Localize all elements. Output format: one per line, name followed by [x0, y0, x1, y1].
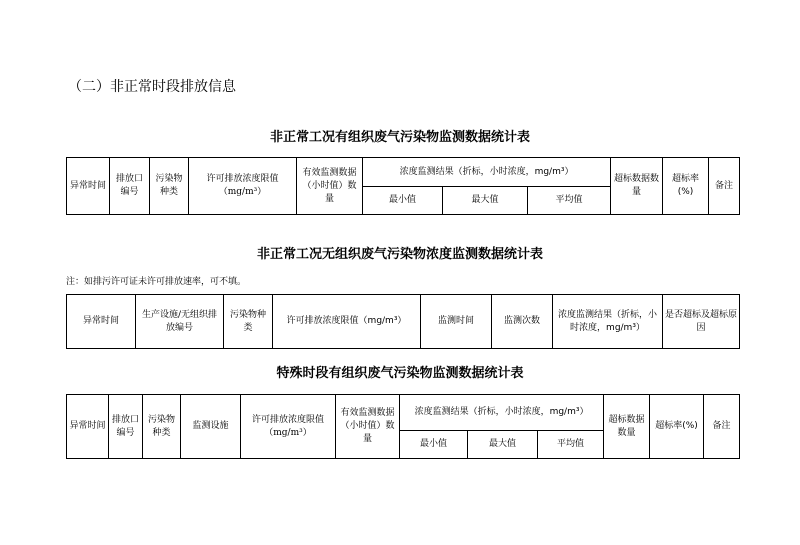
table3-title: 特殊时段有组织废气污染物监测数据统计表	[276, 366, 524, 381]
t3-header-facility: 监测设施	[181, 395, 241, 459]
t1-header-count: 有效监测数据（小时值）数量	[297, 158, 363, 215]
t3-header-result: 浓度监测结果（折标，小时浓度，mg/m³）	[400, 395, 604, 431]
t1-header-outlet: 排放口编号	[110, 158, 150, 215]
t2-header-facility: 生产设施/无组织排放编号	[136, 295, 224, 349]
table3	[66, 394, 740, 459]
t1-header-exceed-count: 超标数据数量	[611, 158, 663, 215]
t3-header-avg: 平均值	[538, 431, 604, 459]
t1-header-result: 浓度监测结果（折标，小时浓度，mg/m³）	[363, 158, 611, 187]
t1-header-exceed-rate: 超标率(%)	[663, 158, 709, 215]
t1-header-limit-line2: （mg/m³）	[218, 187, 267, 197]
t3-header-limit-line1: 许可排放浓度限值	[251, 414, 324, 425]
t3-header-exceed-count: 超标数据数量	[604, 395, 650, 459]
table2-note: 注：如排污许可证未许可排放速率，可不填。	[66, 277, 247, 287]
t1-header-remark: 备注	[709, 158, 740, 215]
table1	[66, 157, 740, 215]
t3-header-limit	[241, 395, 336, 459]
t2-header-pollutant: 污染物种类	[224, 295, 273, 349]
t3-header-max: 最大值	[468, 431, 538, 459]
t1-header-time: 异常时间	[67, 158, 110, 215]
t2-header-monitor-time: 监测时间	[421, 295, 492, 349]
t1-header-limit-line1: 许可排放浓度限值	[206, 174, 279, 184]
t2-header-monitor-count: 监测次数	[492, 295, 553, 349]
t3-header-pollutant: 污染物种类	[143, 395, 181, 459]
t3-header-exceed-rate: 超标率(%)	[650, 395, 704, 459]
t3-header-time: 异常时间	[67, 395, 109, 459]
t3-header-outlet: 排放口编号	[109, 395, 143, 459]
t1-header-min: 最小值	[363, 187, 443, 215]
t3-header-limit-line2: （mg/m³）	[264, 427, 312, 438]
section-heading: （二）非正常时段排放信息	[68, 79, 236, 95]
table2	[66, 294, 740, 349]
table2-title: 非正常工况无组织废气污染物浓度监测数据统计表	[256, 247, 543, 262]
t3-header-remark: 备注	[704, 395, 740, 459]
t1-header-avg: 平均值	[528, 187, 611, 215]
t1-header-max: 最大值	[443, 187, 528, 215]
t1-header-limit	[189, 158, 297, 215]
t2-header-result: 浓度监测结果（折标，小时浓度，mg/m³）	[553, 295, 663, 349]
t2-header-limit: 许可排放浓度限值（mg/m³）	[273, 295, 421, 349]
table1-title: 非正常工况有组织废气污染物监测数据统计表	[269, 130, 530, 145]
t2-header-exceed-reason: 是否超标及超标原因	[663, 295, 740, 349]
t3-header-count: 有效监测数据（小时值）数量	[336, 395, 400, 459]
t3-header-min: 最小值	[400, 431, 468, 459]
t2-header-time: 异常时间	[67, 295, 136, 349]
t1-header-pollutant: 污染物种类	[150, 158, 189, 215]
